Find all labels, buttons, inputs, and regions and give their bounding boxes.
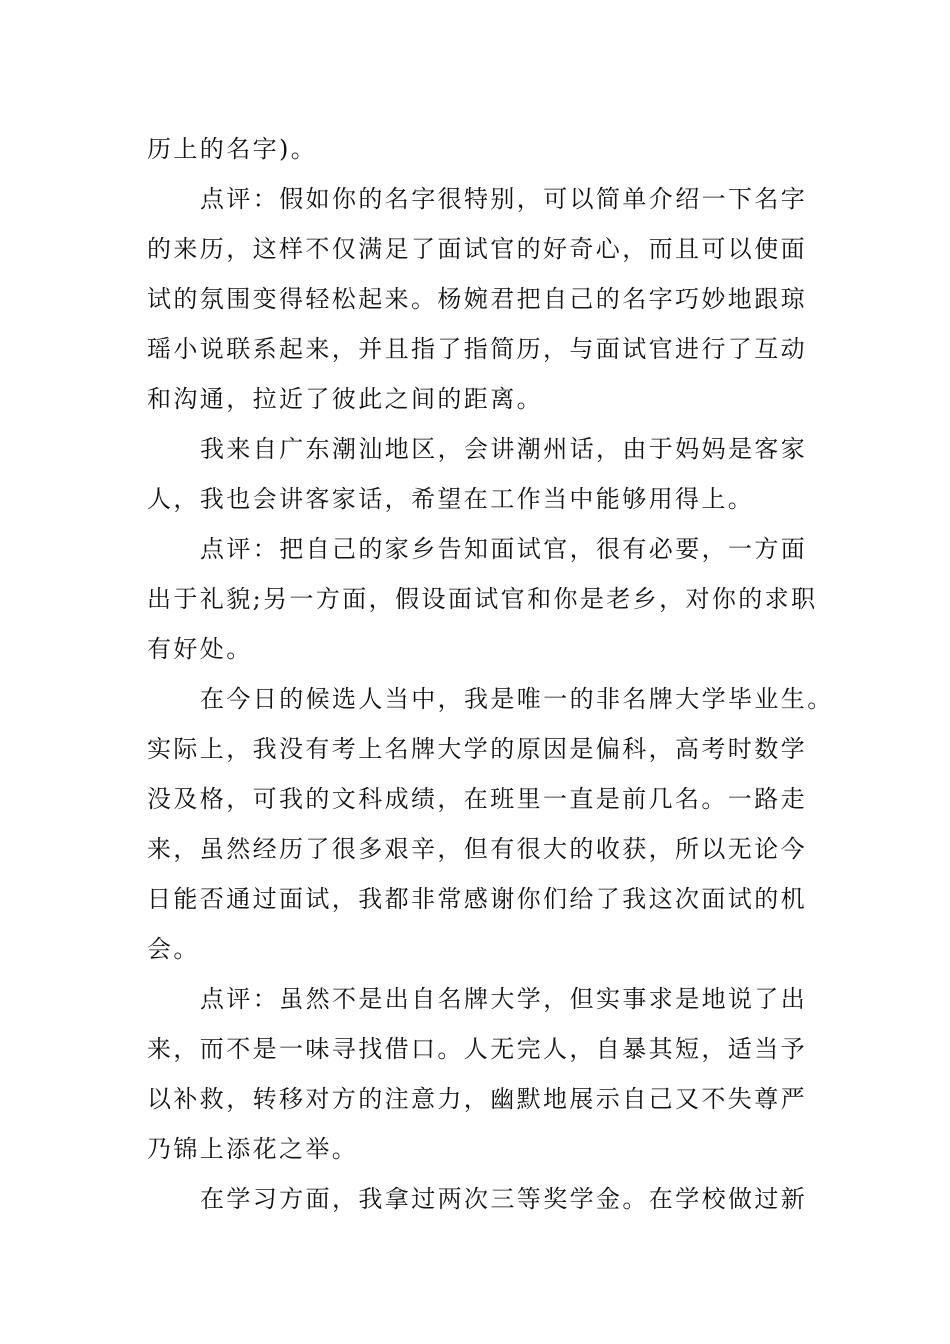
document-body	[147, 124, 834, 1224]
text-line: 在学习方面，我拿过两次三等奖学金。在学校做过新	[200, 1185, 808, 1213]
text-line: 点评：虽然不是出自名牌大学，但实事求是地说了出	[200, 985, 808, 1013]
text-line: 人，我也会讲客家话，希望在工作当中能够用得上。	[147, 485, 755, 513]
text-line: 瑶小说联系起来，并且指了指简历，与面试官进行了互动	[147, 335, 807, 363]
text-line: 乃锦上添花之举。	[147, 1135, 359, 1163]
text-line: 会。	[147, 935, 200, 963]
text-line: 我来自广东潮汕地区，会讲潮州话，由于妈妈是客家	[200, 435, 808, 463]
text-line: 日能否通过面试，我都非常感谢你们给了我这次面试的机	[147, 885, 807, 913]
text-line: 历上的名字)。	[147, 135, 318, 163]
text-line: 来，而不是一味寻找借口。人无完人，自暴其短，适当予	[147, 1035, 807, 1063]
text-line: 的来历，这样不仅满足了面试官的好奇心，而且可以使面	[147, 235, 807, 263]
text-line: 点评：假如你的名字很特别，可以简单介绍一下名字	[200, 185, 808, 213]
text-line: 有好处。	[147, 635, 253, 663]
text-line: 出于礼貌;另一方面，假设面试官和你是老乡，对你的求职	[147, 585, 818, 613]
text-line: 点评：把自己的家乡告知面试官，很有必要，一方面	[200, 535, 808, 563]
text-line: 实际上，我没有考上名牌大学的原因是偏科，高考时数学	[147, 735, 807, 763]
text-line: 试的氛围变得轻松起来。杨婉君把自己的名字巧妙地跟琼	[147, 285, 807, 313]
text-line: 没及格，可我的文科成绩，在班里一直是前几名。一路走	[147, 785, 807, 813]
text-line: 在今日的候选人当中，我是唯一的非名牌大学毕业生。	[200, 685, 834, 713]
text-line: 以补救，转移对方的注意力，幽默地展示自己又不失尊严	[147, 1085, 807, 1113]
text-line: 来，虽然经历了很多艰辛，但有很大的收获，所以无论今	[147, 835, 807, 863]
text-line: 和沟通，拉近了彼此之间的距离。	[147, 385, 543, 413]
